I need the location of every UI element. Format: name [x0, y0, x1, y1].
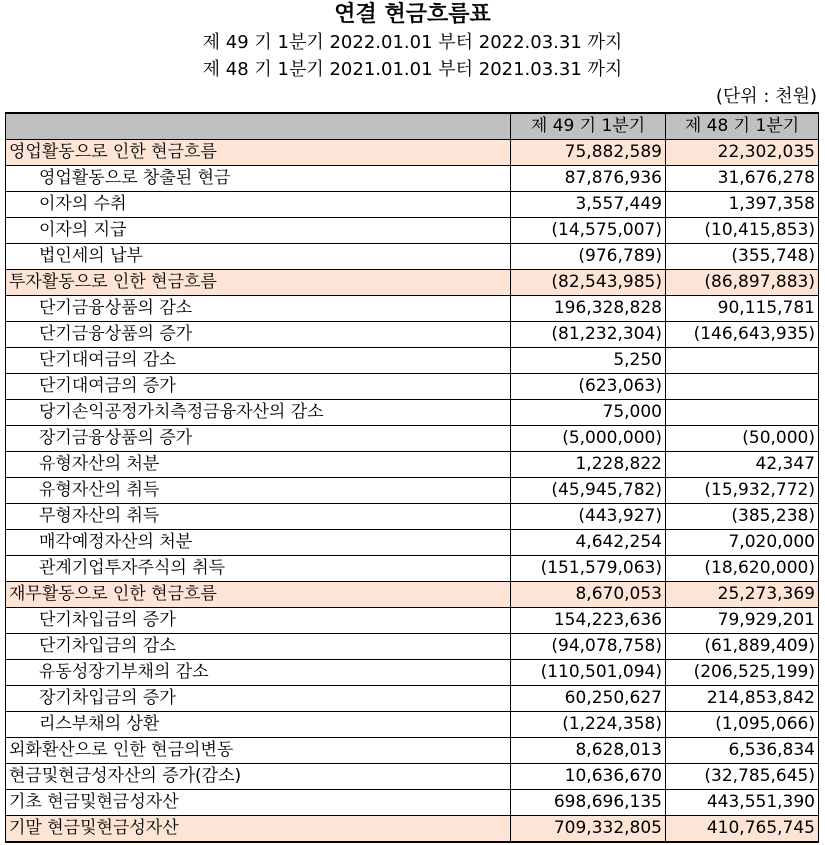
row-label: 당기손익공정가치측정금융자산의 감소 — [6, 400, 511, 426]
value-prior — [666, 374, 819, 400]
value-current: 698,696,135 — [511, 790, 666, 816]
row-label: 단기차입금의 감소 — [6, 634, 511, 660]
value-prior: 6,536,834 — [666, 738, 819, 764]
value-prior: 31,676,278 — [666, 166, 819, 192]
row-label: 단기대여금의 감소 — [6, 348, 511, 374]
value-current: 75,000 — [511, 400, 666, 426]
value-current: (623,063) — [511, 374, 666, 400]
table-row — [6, 270, 819, 296]
value-current: 154,223,636 — [511, 608, 666, 634]
table-row — [6, 712, 819, 738]
table-row — [6, 452, 819, 478]
value-current: (110,501,094) — [511, 660, 666, 686]
row-label: 영업활동으로 창출된 현금 — [6, 166, 511, 192]
table-row — [6, 660, 819, 686]
value-prior: 214,853,842 — [666, 686, 819, 712]
row-label: 유형자산의 취득 — [6, 478, 511, 504]
value-prior: (18,620,000) — [666, 556, 819, 582]
value-prior: 79,929,201 — [666, 608, 819, 634]
value-prior: (206,525,199) — [666, 660, 819, 686]
value-current: 3,557,449 — [511, 192, 666, 218]
value-prior: (50,000) — [666, 426, 819, 452]
value-prior: (385,238) — [666, 504, 819, 530]
table-row — [6, 140, 819, 166]
value-current: 196,328,828 — [511, 296, 666, 322]
value-current: (443,927) — [511, 504, 666, 530]
row-label: 장기차입금의 증가 — [6, 686, 511, 712]
table-row — [6, 686, 819, 712]
value-current: 75,882,589 — [511, 140, 666, 166]
row-label: 현금및현금성자산의 증가(감소) — [6, 764, 511, 790]
table-row — [6, 244, 819, 270]
table-row — [6, 816, 819, 843]
value-prior: (1,095,066) — [666, 712, 819, 738]
table-row — [6, 400, 819, 426]
row-label: 투자활동으로 인한 현금흐름 — [6, 270, 511, 296]
table-row — [6, 790, 819, 816]
row-label: 기말 현금및현금성자산 — [6, 816, 511, 843]
value-prior: 22,302,035 — [666, 140, 819, 166]
table-row — [6, 478, 819, 504]
table-row — [6, 348, 819, 374]
table-row — [6, 738, 819, 764]
cash-flow-table — [5, 112, 819, 843]
row-label: 매각예정자산의 처분 — [6, 530, 511, 556]
row-label: 장기금융상품의 증가 — [6, 426, 511, 452]
value-current: (151,579,063) — [511, 556, 666, 582]
value-current: 60,250,627 — [511, 686, 666, 712]
row-label: 이자의 지급 — [6, 218, 511, 244]
value-current: 1,228,822 — [511, 452, 666, 478]
value-current: 8,628,013 — [511, 738, 666, 764]
value-prior: 42,347 — [666, 452, 819, 478]
table-row — [6, 634, 819, 660]
value-prior — [666, 400, 819, 426]
value-prior: 410,765,745 — [666, 816, 819, 843]
value-current: 5,250 — [511, 348, 666, 374]
row-label: 단기차입금의 증가 — [6, 608, 511, 634]
value-current: (45,945,782) — [511, 478, 666, 504]
table-row — [6, 530, 819, 556]
value-prior: 7,020,000 — [666, 530, 819, 556]
table-row — [6, 166, 819, 192]
row-label: 법인세의 납부 — [6, 244, 511, 270]
row-label: 영업활동으로 인한 현금흐름 — [6, 140, 511, 166]
header-prior: 제 48 기 1분기 — [666, 113, 819, 140]
value-prior: 90,115,781 — [666, 296, 819, 322]
row-label: 기초 현금및현금성자산 — [6, 790, 511, 816]
row-label: 외화환산으로 인한 현금의변동 — [6, 738, 511, 764]
value-current: (5,000,000) — [511, 426, 666, 452]
table-row — [6, 192, 819, 218]
value-current: 87,876,936 — [511, 166, 666, 192]
value-prior: 25,273,369 — [666, 582, 819, 608]
table-row — [6, 218, 819, 244]
table-row — [6, 764, 819, 790]
row-label: 유형자산의 처분 — [6, 452, 511, 478]
row-label: 단기금융상품의 증가 — [6, 322, 511, 348]
value-prior: (32,785,645) — [666, 764, 819, 790]
table-row — [6, 374, 819, 400]
value-current: (81,232,304) — [511, 322, 666, 348]
value-current: 4,642,254 — [511, 530, 666, 556]
value-current: 8,670,053 — [511, 582, 666, 608]
value-current: (1,224,358) — [511, 712, 666, 738]
period-prior: 제 48 기 1분기 2021.01.01 부터 2021.03.31 까지 — [202, 59, 623, 80]
value-prior — [666, 348, 819, 374]
row-label: 이자의 수취 — [6, 192, 511, 218]
value-prior: (61,889,409) — [666, 634, 819, 660]
table-row — [6, 556, 819, 582]
row-label: 무형자산의 취득 — [6, 504, 511, 530]
row-label: 단기대여금의 증가 — [6, 374, 511, 400]
table-row — [6, 296, 819, 322]
header-current: 제 49 기 1분기 — [511, 113, 666, 140]
table-row — [6, 504, 819, 530]
header-label — [6, 113, 511, 140]
value-current: (94,078,758) — [511, 634, 666, 660]
value-current: 709,332,805 — [511, 816, 666, 843]
row-label: 재무활동으로 인한 현금흐름 — [6, 582, 511, 608]
unit-label: (단위 : 천원) — [715, 86, 817, 107]
value-prior: (15,932,772) — [666, 478, 819, 504]
value-current: (14,575,007) — [511, 218, 666, 244]
row-label: 리스부채의 상환 — [6, 712, 511, 738]
value-current: 10,636,670 — [511, 764, 666, 790]
table-row — [6, 322, 819, 348]
row-label: 관계기업투자주식의 취득 — [6, 556, 511, 582]
value-prior: (355,748) — [666, 244, 819, 270]
value-prior: (146,643,935) — [666, 322, 819, 348]
value-current: (976,789) — [511, 244, 666, 270]
value-current: (82,543,985) — [511, 270, 666, 296]
value-prior: (10,415,853) — [666, 218, 819, 244]
row-label: 단기금융상품의 감소 — [6, 296, 511, 322]
period-current: 제 49 기 1분기 2022.01.01 부터 2022.03.31 까지 — [202, 32, 623, 53]
value-prior: 1,397,358 — [666, 192, 819, 218]
value-prior: 443,551,390 — [666, 790, 819, 816]
table-row — [6, 608, 819, 634]
value-prior: (86,897,883) — [666, 270, 819, 296]
table-header — [6, 113, 819, 140]
document-title: 연결 현금흐름표 — [334, 2, 491, 27]
table-row — [6, 582, 819, 608]
row-label: 유동성장기부채의 감소 — [6, 660, 511, 686]
table-row — [6, 426, 819, 452]
